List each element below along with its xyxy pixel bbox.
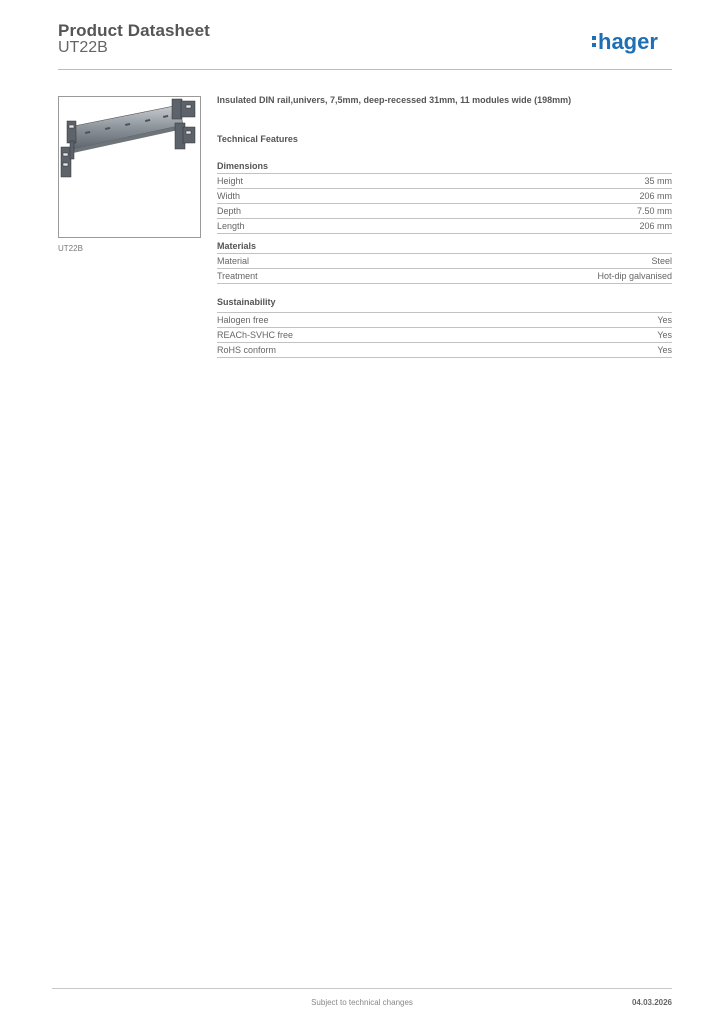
spec-value: Yes [657,345,672,355]
din-rail-illustration [59,97,200,237]
footer-date: 04.03.2026 [631,998,672,1007]
spec-row-halogen-free [217,313,672,328]
product-image [58,96,201,238]
spec-row-width [217,189,672,204]
spec-label: Material [217,256,250,266]
spec-value: Steel [651,256,672,266]
page-title: Product Datasheet [58,21,210,40]
spec-label: REACh-SVHC free [217,330,294,340]
section-title: Sustainability [217,297,276,307]
spec-row-material [217,254,672,269]
section-materials [217,240,672,284]
product-code: UT22B [58,39,108,56]
technical-features-heading: Technical Features [217,134,298,144]
spec-label: Halogen free [217,315,269,325]
section-title: Materials [217,241,257,251]
spec-value: 206 mm [639,191,672,201]
spec-label: Width [217,191,241,201]
spec-label: RoHS conform [217,345,277,355]
spec-value: Yes [657,330,672,340]
spec-row-depth [217,204,672,219]
spec-row-height [217,174,672,189]
section-dimensions [217,160,672,234]
product-description: Insulated DIN rail,univers, 7,5mm, deep-recessed 31mm, 11 modules wide (198mm) [217,95,572,105]
section-sustainability [217,296,672,358]
spec-label: Treatment [217,271,258,281]
spec-value: 206 mm [639,221,672,231]
logo-text: hager [598,29,658,54]
header-divider [58,69,672,70]
spec-value: Hot-dip galvanised [597,271,672,281]
spec-value: 35 mm [644,176,672,186]
hager-logo [588,27,676,61]
spec-value: 7.50 mm [636,206,672,216]
spec-row-length [217,219,672,234]
left-bracket [61,121,76,177]
datasheet-content [217,93,672,364]
spec-label: Height [217,176,244,186]
section-title: Dimensions [217,161,269,171]
spec-row-treatment [217,269,672,284]
footer-note: Subject to technical changes [311,998,413,1007]
image-caption: UT22B [58,244,83,253]
right-bracket [172,99,195,149]
spec-value: Yes [657,315,672,325]
spec-row-reach-svhc-free [217,328,672,343]
footer-divider [52,988,672,989]
spec-label: Depth [217,206,242,216]
spec-row-rohs-conform [217,343,672,358]
spec-label: Length [217,221,245,231]
